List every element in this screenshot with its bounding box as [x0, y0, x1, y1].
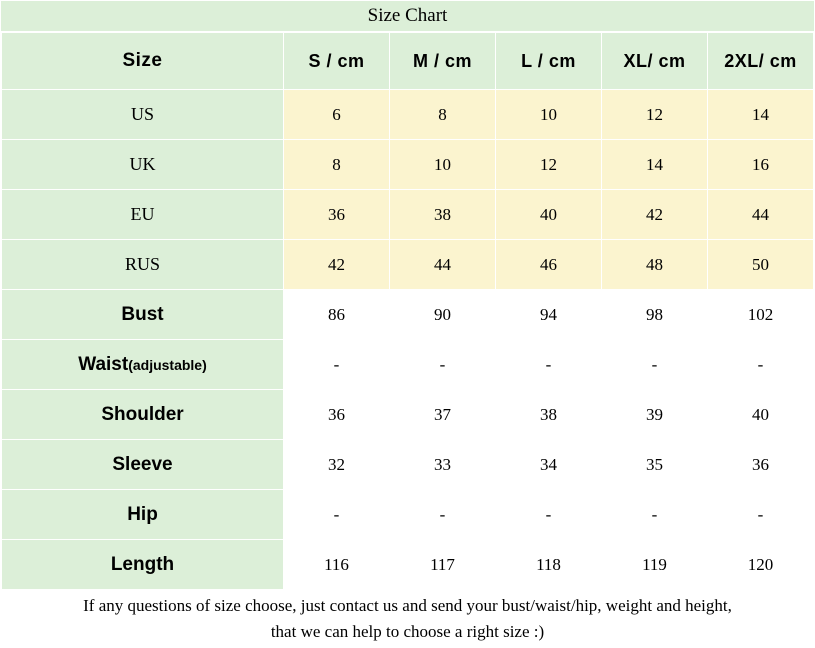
cell-length-l: 118: [496, 540, 602, 590]
table-row: [2, 240, 814, 290]
row-label-waist-note: (adjustable): [128, 356, 207, 373]
cell-sleeve-l: 34: [496, 440, 602, 490]
cell-rus-2xl: 50: [708, 240, 814, 290]
size-chart-container: [1, 1, 814, 646]
cell-hip-s: -: [284, 490, 390, 540]
cell-eu-m: 38: [390, 190, 496, 240]
cell-bust-s: 86: [284, 290, 390, 340]
row-label-us: US: [2, 90, 284, 140]
cell-length-s: 116: [284, 540, 390, 590]
cell-length-2xl: 120: [708, 540, 814, 590]
table-row: [2, 540, 814, 590]
cell-rus-l: 46: [496, 240, 602, 290]
cell-rus-s: 42: [284, 240, 390, 290]
cell-bust-xl: 98: [602, 290, 708, 340]
column-header-size: Size: [2, 33, 284, 90]
column-header-xl: XL/ cm: [602, 33, 708, 90]
cell-us-m: 8: [390, 90, 496, 140]
row-label-length: Length: [2, 540, 284, 590]
row-label-hip: Hip: [2, 490, 284, 540]
cell-waist-xl: -: [602, 340, 708, 390]
cell-rus-m: 44: [390, 240, 496, 290]
size-chart-table: [1, 32, 814, 590]
row-label-rus: RUS: [2, 240, 284, 290]
cell-shoulder-s: 36: [284, 390, 390, 440]
chart-title: Size Chart: [1, 1, 814, 32]
cell-bust-l: 94: [496, 290, 602, 340]
row-label-waist: [2, 340, 284, 390]
cell-waist-m: -: [390, 340, 496, 390]
cell-waist-l: -: [496, 340, 602, 390]
table-row: [2, 90, 814, 140]
cell-shoulder-2xl: 40: [708, 390, 814, 440]
footer-note: [1, 590, 814, 646]
cell-hip-m: -: [390, 490, 496, 540]
cell-bust-2xl: 102: [708, 290, 814, 340]
row-label-shoulder: Shoulder: [2, 390, 284, 440]
cell-hip-l: -: [496, 490, 602, 540]
table-row: [2, 390, 814, 440]
footer-note-line2: that we can help to choose a right size :): [270, 621, 545, 641]
table-header-row: [2, 33, 814, 90]
cell-us-s: 6: [284, 90, 390, 140]
cell-uk-xl: 14: [602, 140, 708, 190]
cell-eu-s: 36: [284, 190, 390, 240]
cell-us-l: 10: [496, 90, 602, 140]
cell-us-xl: 12: [602, 90, 708, 140]
column-header-s: S / cm: [284, 33, 390, 90]
row-label-waist-text: Waist: [78, 353, 129, 375]
cell-eu-l: 40: [496, 190, 602, 240]
footer-note-line1: If any questions of size choose, just contact us and send your bust/waist/hip, weight and height,: [83, 596, 732, 615]
cell-eu-xl: 42: [602, 190, 708, 240]
cell-bust-m: 90: [390, 290, 496, 340]
cell-shoulder-xl: 39: [602, 390, 708, 440]
column-header-m: M / cm: [390, 33, 496, 90]
cell-length-xl: 119: [602, 540, 708, 590]
table-body: [2, 33, 814, 590]
cell-uk-l: 12: [496, 140, 602, 190]
column-header-l: L / cm: [496, 33, 602, 90]
row-label-bust: Bust: [2, 290, 284, 340]
row-label-sleeve: Sleeve: [2, 440, 284, 490]
column-header-2xl: 2XL/ cm: [708, 33, 814, 90]
cell-shoulder-l: 38: [496, 390, 602, 440]
cell-waist-2xl: -: [708, 340, 814, 390]
table-row: [2, 190, 814, 240]
table-row: [2, 490, 814, 540]
cell-uk-2xl: 16: [708, 140, 814, 190]
cell-us-2xl: 14: [708, 90, 814, 140]
cell-length-m: 117: [390, 540, 496, 590]
table-row: [2, 140, 814, 190]
row-label-eu: EU: [2, 190, 284, 240]
cell-eu-2xl: 44: [708, 190, 814, 240]
cell-shoulder-m: 37: [390, 390, 496, 440]
cell-sleeve-s: 32: [284, 440, 390, 490]
table-row: [2, 440, 814, 490]
cell-hip-xl: -: [602, 490, 708, 540]
cell-uk-m: 10: [390, 140, 496, 190]
cell-hip-2xl: -: [708, 490, 814, 540]
table-row: [2, 290, 814, 340]
cell-sleeve-xl: 35: [602, 440, 708, 490]
cell-sleeve-m: 33: [390, 440, 496, 490]
table-row: [2, 340, 814, 390]
cell-waist-s: -: [284, 340, 390, 390]
cell-rus-xl: 48: [602, 240, 708, 290]
cell-uk-s: 8: [284, 140, 390, 190]
cell-sleeve-2xl: 36: [708, 440, 814, 490]
row-label-uk: UK: [2, 140, 284, 190]
